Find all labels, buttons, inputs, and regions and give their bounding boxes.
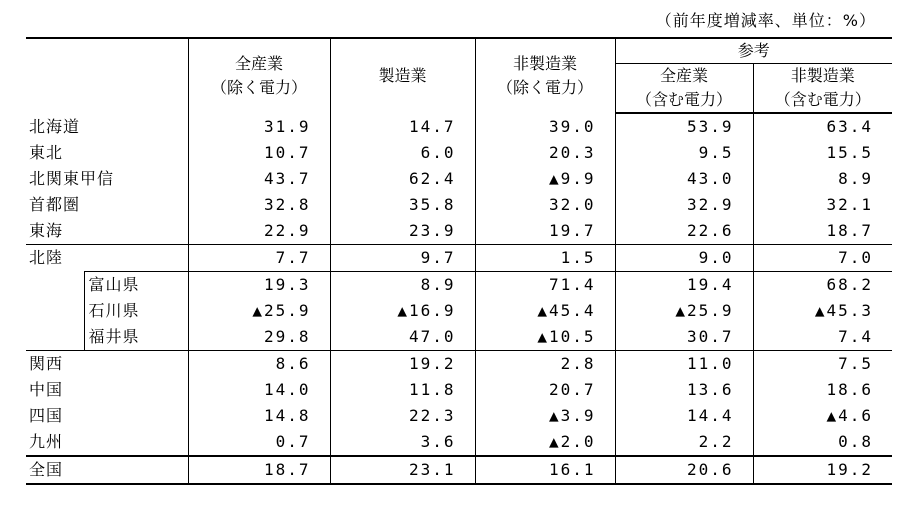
table-row-subregion (26, 272, 892, 299)
value-cell: 20.7 (475, 377, 615, 403)
value-cell: 19.2 (330, 351, 475, 378)
value-cell: 14.4 (615, 403, 753, 429)
value-cell: 7.0 (753, 245, 892, 272)
value-cell: 8.6 (188, 351, 330, 378)
value-cell: 32.0 (475, 192, 615, 218)
value-cell: 7.4 (753, 324, 892, 351)
investment-table (26, 37, 892, 485)
value-cell: ▲16.9 (330, 298, 475, 324)
value-cell: 22.3 (330, 403, 475, 429)
value-cell: 11.0 (615, 351, 753, 378)
region-name: 東北 (29, 143, 64, 162)
table-row-subregion (26, 298, 892, 324)
header-col3-line1: 非製造業 (512, 54, 577, 73)
value-cell: 3.6 (330, 429, 475, 456)
header-col5-line1: 非製造業 (790, 66, 855, 85)
region-name: 北陸 (26, 245, 188, 272)
header-non-manufacturing-excl (475, 38, 615, 113)
region-name: 北関東甲信 (29, 169, 115, 188)
prefecture-name: 富山県 (84, 272, 188, 299)
value-cell: 8.9 (753, 166, 892, 192)
table-row (26, 245, 892, 272)
value-cell: 19.7 (475, 218, 615, 245)
prefecture-name: 石川県 (84, 298, 188, 324)
header-row-1 (26, 38, 892, 64)
value-cell: 18.7 (188, 456, 330, 484)
value-cell: 30.7 (615, 324, 753, 351)
value-cell: 32.9 (615, 192, 753, 218)
header-manufacturing (330, 38, 475, 113)
value-cell: 43.7 (188, 166, 330, 192)
value-cell: 32.8 (188, 192, 330, 218)
value-cell: 32.1 (753, 192, 892, 218)
value-cell: 47.0 (330, 324, 475, 351)
table-row (26, 166, 892, 192)
value-cell: 0.8 (753, 429, 892, 456)
header-col4-line2: （含む電力） (635, 90, 732, 109)
value-cell: 1.5 (475, 245, 615, 272)
region-name: 九州 (29, 432, 64, 451)
value-cell: 19.2 (753, 456, 892, 484)
value-cell: 71.4 (475, 272, 615, 299)
header-reference: 参考 (615, 38, 892, 64)
total-row (26, 456, 892, 484)
value-cell: 14.8 (188, 403, 330, 429)
unit-note: （前年度増減率、単位：%） (655, 11, 876, 30)
region-name: 東海 (29, 221, 64, 240)
table-row (26, 403, 892, 429)
value-cell: ▲25.9 (615, 298, 753, 324)
value-cell: 2.8 (475, 351, 615, 378)
value-cell: ▲9.9 (475, 166, 615, 192)
table-row (26, 429, 892, 456)
region-name: 関西 (26, 351, 188, 378)
value-cell: 39.0 (475, 113, 615, 140)
value-cell: 7.7 (188, 245, 330, 272)
value-cell: 23.9 (330, 218, 475, 245)
value-cell: 14.7 (330, 113, 475, 140)
region-name: 首都圏 (29, 195, 81, 214)
value-cell: 10.7 (188, 140, 330, 166)
value-cell: 0.7 (188, 429, 330, 456)
value-cell: 68.2 (753, 272, 892, 299)
value-cell: 6.0 (330, 140, 475, 166)
table-row-subregion (26, 324, 892, 351)
table-row (26, 218, 892, 245)
value-cell: 16.1 (475, 456, 615, 484)
header-non-manufacturing-incl (753, 64, 892, 114)
value-cell: 43.0 (615, 166, 753, 192)
value-cell: 19.3 (188, 272, 330, 299)
header-col3-line2: （除く電力） (496, 78, 593, 97)
value-cell: 9.5 (615, 140, 753, 166)
indent-cell (26, 298, 84, 324)
region-name: 四国 (29, 406, 64, 425)
value-cell: 14.0 (188, 377, 330, 403)
header-col5-line2: （含む電力） (774, 90, 871, 109)
value-cell: 18.7 (753, 218, 892, 245)
value-cell: 2.2 (615, 429, 753, 456)
value-cell: 9.7 (330, 245, 475, 272)
value-cell: 20.3 (475, 140, 615, 166)
value-cell: ▲45.3 (753, 298, 892, 324)
value-cell: 20.6 (615, 456, 753, 484)
header-col4-line1: 全産業 (659, 66, 708, 85)
value-cell: 62.4 (330, 166, 475, 192)
value-cell: ▲45.4 (475, 298, 615, 324)
header-corner (26, 38, 188, 113)
value-cell: 18.6 (753, 377, 892, 403)
header-col2-label: 製造業 (378, 66, 427, 85)
value-cell: 11.8 (330, 377, 475, 403)
header-all-industry-incl (615, 64, 753, 114)
table-row (26, 351, 892, 378)
value-cell: 31.9 (188, 113, 330, 140)
value-cell: ▲10.5 (475, 324, 615, 351)
value-cell: 22.6 (615, 218, 753, 245)
value-cell: 9.0 (615, 245, 753, 272)
header-col1-line1: 全産業 (234, 54, 283, 73)
table-row (26, 192, 892, 218)
header-all-industry-excl (188, 38, 330, 113)
value-cell: 35.8 (330, 192, 475, 218)
value-cell: 7.5 (753, 351, 892, 378)
table-row (26, 377, 892, 403)
value-cell: ▲2.0 (475, 429, 615, 456)
value-cell: 8.9 (330, 272, 475, 299)
value-cell: 15.5 (753, 140, 892, 166)
header-col1-line2: （除く電力） (210, 78, 307, 97)
table-row (26, 140, 892, 166)
value-cell: 53.9 (615, 113, 753, 140)
value-cell: ▲3.9 (475, 403, 615, 429)
indent-cell (26, 324, 84, 351)
value-cell: 29.8 (188, 324, 330, 351)
value-cell: 63.4 (753, 113, 892, 140)
value-cell: 23.1 (330, 456, 475, 484)
value-cell: 19.4 (615, 272, 753, 299)
value-cell: ▲4.6 (753, 403, 892, 429)
value-cell: 22.9 (188, 218, 330, 245)
value-cell: ▲25.9 (188, 298, 330, 324)
indent-cell (26, 272, 84, 299)
region-name: 中国 (29, 380, 64, 399)
table-row (26, 113, 892, 140)
total-label: 全国 (26, 456, 188, 484)
value-cell: 13.6 (615, 377, 753, 403)
prefecture-name: 福井県 (84, 324, 188, 351)
region-name: 北海道 (29, 116, 81, 136)
